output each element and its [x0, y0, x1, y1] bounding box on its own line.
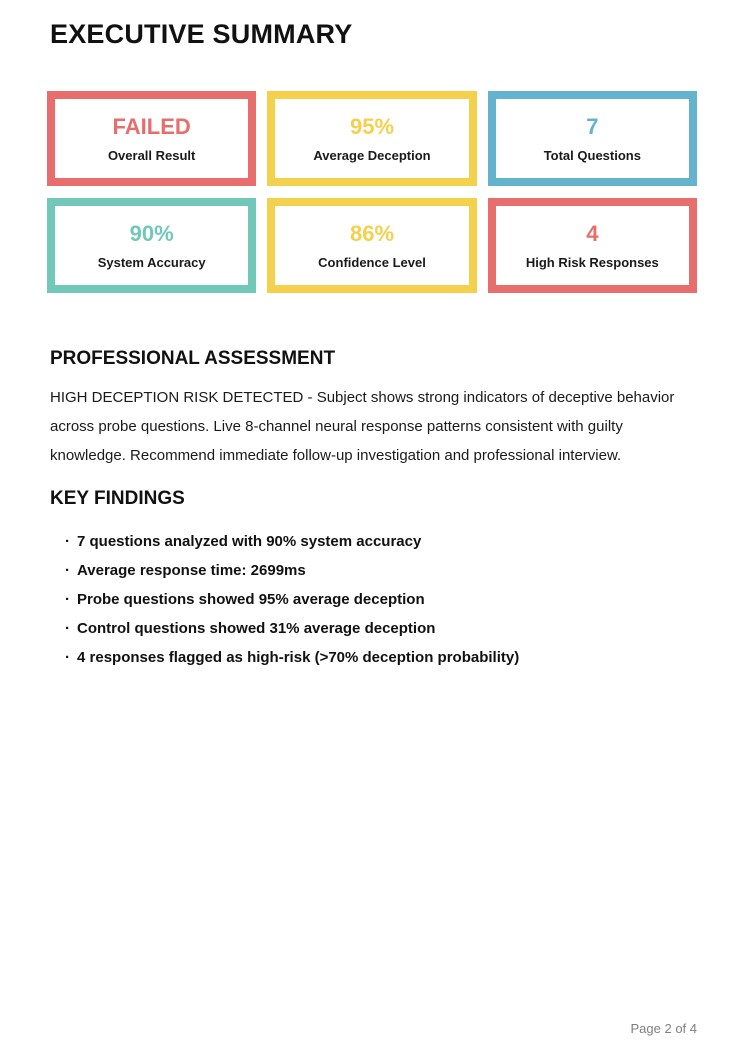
metric-label: Overall Result [107, 147, 196, 163]
metric-card-total-questions [488, 91, 697, 186]
key-finding-text: Control questions showed 31% average deception [77, 620, 436, 637]
metric-label: Average Deception [313, 147, 431, 163]
key-finding-item [65, 563, 697, 579]
bullet-glyph: · [65, 620, 70, 637]
metric-value: 86% [349, 220, 395, 246]
page-title: EXECUTIVE SUMMARY [50, 19, 353, 49]
key-finding-text: Probe questions showed 95% average deception [77, 591, 425, 608]
bullet-glyph: · [65, 562, 70, 579]
key-finding-item [65, 592, 697, 608]
key-finding-item [65, 650, 697, 666]
metric-value: 4 [586, 220, 599, 246]
bullet-glyph: · [65, 591, 70, 608]
key-finding-item [65, 621, 697, 637]
metric-label: Confidence Level [318, 254, 426, 270]
key-finding-text: 4 responses flagged as high-risk (>70% deception probability) [77, 649, 520, 666]
metric-value: 95% [349, 113, 395, 139]
assessment-paragraph: HIGH DECEPTION RISK DETECTED - Subject shows strong indicators of deceptive behavior across probe questions. Live 8-channel neural response patterns consistent with guilty knowledge. Recommend immediate follow-up investigation and professional interview. [50, 389, 675, 464]
bullet-glyph: · [65, 649, 70, 666]
metric-card-high-risk-responses [488, 198, 697, 293]
metric-card-overall-result [47, 91, 256, 186]
section-heading-key-findings: KEY FINDINGS [50, 488, 185, 509]
metric-value: 90% [129, 220, 174, 246]
metric-value: FAILED [112, 113, 191, 139]
key-finding-item [65, 534, 697, 550]
metric-card-average-deception [267, 91, 476, 186]
bullet-glyph: · [65, 533, 70, 550]
metric-card-system-accuracy [47, 198, 256, 293]
metric-card-confidence-level [267, 198, 476, 293]
metric-card-grid [47, 91, 697, 293]
metric-label: Total Questions [543, 147, 641, 163]
report-page [0, 18, 743, 666]
metric-label: System Accuracy [97, 254, 206, 270]
section-heading-professional-assessment: PROFESSIONAL ASSESSMENT [50, 348, 336, 369]
key-findings-list [50, 534, 697, 666]
key-finding-text: 7 questions analyzed with 90% system accuracy [77, 533, 422, 550]
page-number: Page 2 of 4 [630, 1021, 697, 1036]
key-finding-text: Average response time: 2699ms [77, 562, 306, 579]
metric-label: High Risk Responses [525, 254, 659, 270]
metric-value: 7 [586, 113, 599, 139]
